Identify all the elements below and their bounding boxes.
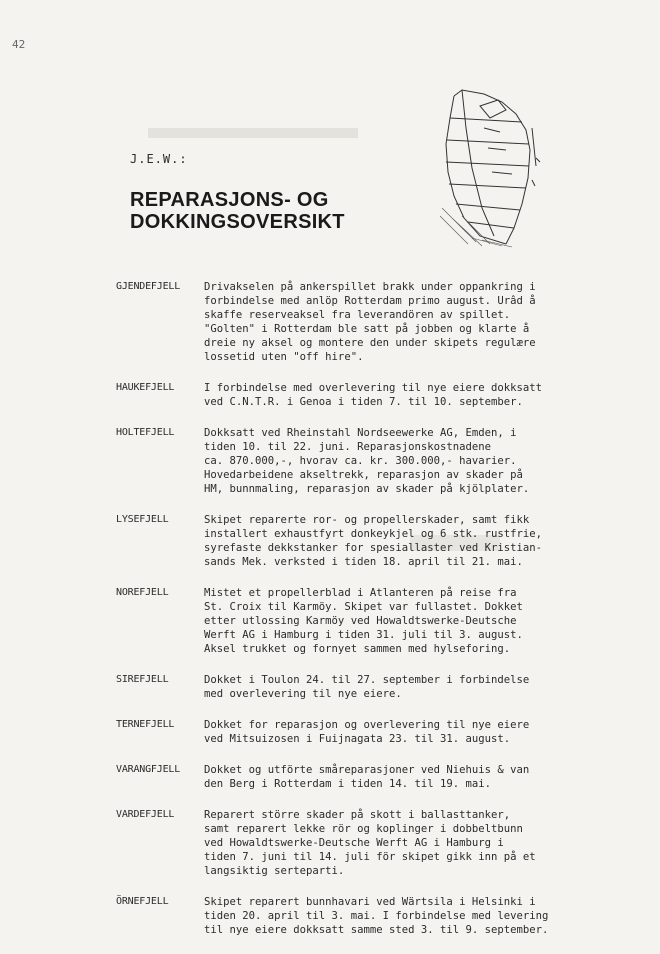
repair-docking-list [116, 280, 586, 954]
list-item [116, 763, 586, 791]
entry-description: Reparert större skader på skott i ballasttanker, samt reparert lekke rör og koplinger i dobbeltbunn ved Howaldtswerke-Deutsche Werft AG i Hamburg i tiden 7. juni til 14. juli för skipet gikk inn på et langsiktig serteparti. [204, 809, 536, 877]
entry-description: Dokket for reparasjon og overlevering til nye eiere ved Mitsuizosen i Fuijnagata 23. til 31. august. [204, 719, 530, 745]
list-item [116, 673, 586, 701]
list-item [116, 808, 586, 878]
ship-name: ÖRNEFJELL [116, 896, 169, 907]
ship-name: HAUKEFJELL [116, 382, 175, 393]
title-line-1: REPARASJONS- OG [130, 189, 329, 211]
ship-name: NOREFJELL [116, 587, 169, 598]
entry-description: Dokket i Toulon 24. til 27. september i forbindelse med overlevering til nye eiere. [204, 674, 530, 700]
ship-name: HOLTEFJELL [116, 427, 175, 438]
ship-name: LYSEFJELL [116, 514, 169, 525]
entry-description: I forbindelse med overlevering til nye eiere dokksatt ved C.N.T.R. i Genoa i tiden 7. til 10. september. [204, 382, 543, 408]
entry-description: Skipet reparert bunnhavari ved Wärtsila i Helsinki i tiden 20. april til 3. mai. I forbindelse med levering til nye eiere dokksatt samme sted 3. til 9. september. [204, 896, 549, 936]
list-item [116, 280, 586, 364]
list-item [116, 586, 586, 656]
title-line-2: DOKKINGSOVERSIKT [130, 211, 345, 233]
entry-description: Dokket og utförte småreparasjoner ved Niehuis & van den Berg i Rotterdam i tiden 14. til 19. mai. [204, 764, 530, 790]
ship-name: GJENDEFJELL [116, 281, 181, 292]
ship-name: SIREFJELL [116, 674, 169, 685]
entry-description: Skipet reparerte ror- og propellerskader, samt fikk installert exhaustfyrt donkeykjel og 6 stk. rustfrie, syrefaste dekkstanker for spesiallaster ved Kristian- sands Mek. verksted i tiden 18. april til 21. mai. [204, 514, 543, 568]
list-item [116, 895, 586, 937]
author-initials: J.E.W.: [130, 152, 188, 166]
list-item [116, 718, 586, 746]
ship-name: VARDEFJELL [116, 809, 175, 820]
entry-description: Drivakselen på ankerspillet brakk under oppankring i forbindelse med anlöp Rotterdam primo august. Urâd å skaffe reserveaksel fra leverandören av spillet. "Golten" i Rotterdam ble satt på jobben og klarte å dreie ny aksel og montere den under skipets regulære lossetid uten "off hire". [204, 281, 536, 363]
page-number: 42 [12, 38, 26, 51]
list-item [116, 426, 586, 496]
entry-description: Dokksatt ved Rheinstahl Nordseewerke AG, Emden, i tiden 10. til 22. juni. Reparasjonskostnadene ca. 870.000,-, hvorav ca. kr. 300.000,- havarier. Hovedarbeidene akseltrekk, reparasjon av skader på HM, bunnmaling, reparasjon av skader på kjölplater. [204, 427, 530, 495]
ship-name: TERNEFJELL [116, 719, 175, 730]
entry-description: Mistet et propellerblad i Atlanteren på reise fra St. Croix til Karmöy. Skipet var fullastet. Dokket etter utlossing Karmöy ved Howaldtswerke-Deutsche Werft AG i Hamburg i tiden 31. juli til 3. august. Aksel trukket og fornyet sammen med hylseforing. [204, 587, 523, 655]
show-through-heading [148, 128, 358, 138]
list-item [116, 513, 586, 569]
ship-bow-illustration [432, 88, 542, 248]
ship-name: VARANGFJELL [116, 764, 181, 775]
list-item [116, 381, 586, 409]
page-title [130, 189, 345, 233]
